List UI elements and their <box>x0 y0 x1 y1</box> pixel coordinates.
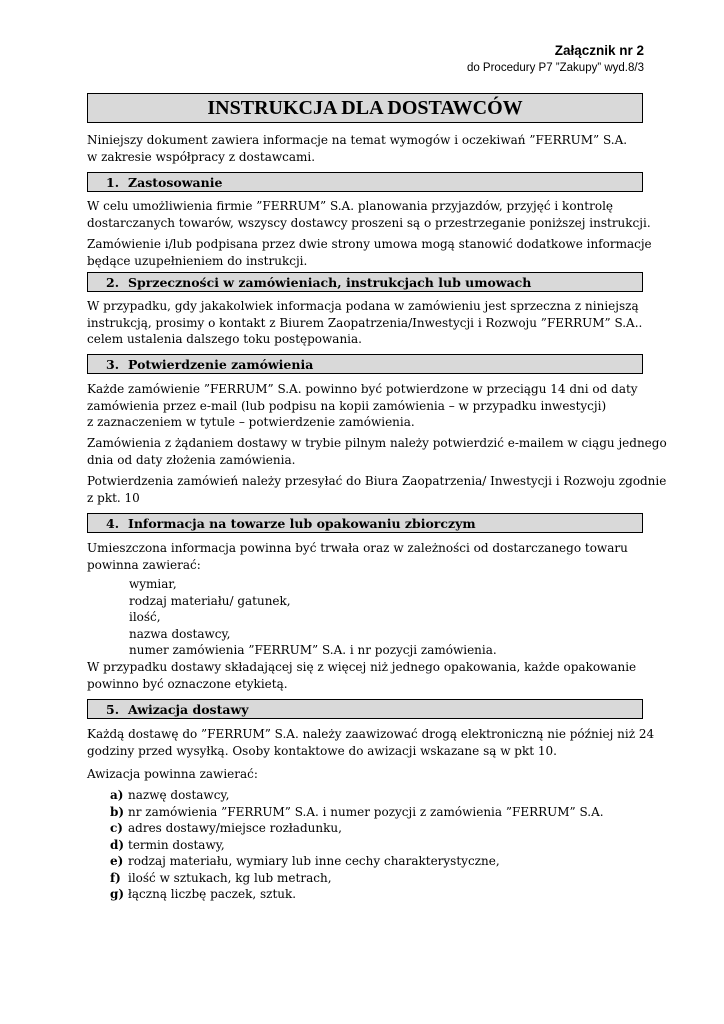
section-5-heading <box>87 699 643 719</box>
text-line: W celu umożliwienia firmie ”FERRUM” S.A. planowania przyjazdów, przyjęć i kontrolę <box>87 199 614 213</box>
section-1-paragraph-2 <box>87 236 652 269</box>
list-item <box>110 886 604 903</box>
list-text: ilość w sztukach, kg lub metrach, <box>128 870 332 885</box>
section-title: Informacja na towarze lub opakowaniu zbiorczym <box>128 515 476 531</box>
list-item: ilość, <box>129 610 161 624</box>
section-title: Sprzeczności w zamówieniach, instrukcjach lub umowach <box>128 274 532 290</box>
section-5-paragraph-1 <box>87 726 655 759</box>
section-5-paragraph-2 <box>87 766 639 783</box>
list-letter: b) <box>110 804 125 819</box>
text-line: W przypadku dostawy składającej się z więcej niż jednego opakowania, każde opakowanie <box>87 660 637 674</box>
procedure-reference: do Procedury P7 ”Zakupy” wyd.8/3 <box>466 62 644 74</box>
section-2-heading <box>87 272 643 292</box>
section-title: Potwierdzenie zamówienia <box>128 356 314 372</box>
list-text: rodzaj materiału, wymiary lub inne cechy charakterystyczne, <box>128 854 500 868</box>
text-line: powinno być oznaczone etykietą. <box>87 676 288 691</box>
list-item <box>110 853 604 870</box>
list-letter: f) <box>110 870 121 885</box>
text-line: dostarczanych towarów, wszyscy dostawcy proszeni są o przestrzeganie poniższej instrukcji. <box>87 215 651 230</box>
section-title: Zastosowanie <box>128 174 223 190</box>
list-item: nazwa dostawcy, <box>129 626 231 641</box>
list-item: rodzaj materiału/ gatunek, <box>129 593 291 608</box>
text-line: Zamówienia z żądaniem dostawy w trybie pilnym należy potwierdzić e-mailem w ciągu jednego <box>87 436 667 450</box>
text-line: celem ustalenia dalszego toku postępowania. <box>87 332 362 346</box>
text-line: Umieszczona informacja powinna być trwała oraz w zależności od dostarczanego towaru <box>87 541 628 555</box>
section-title: Awizacja dostawy <box>128 701 249 717</box>
list-item: numer zamówienia ”FERRUM” S.A. i nr pozycji zamówienia. <box>129 643 497 657</box>
section-3-heading <box>87 354 643 374</box>
document-title: INSTRUKCJA DLA DOSTAWCÓW <box>87 93 643 123</box>
list-text: adres dostawy/miejsce rozładunku, <box>128 821 342 835</box>
section-4-paragraph-2 <box>87 659 639 692</box>
list-letter: e) <box>110 854 124 868</box>
list-text: nazwę dostawcy, <box>128 788 230 802</box>
section-3-paragraph-1 <box>87 381 639 431</box>
text-line: instrukcją, prosimy o kontakt z Biurem Zaopatrzenia/Inwestycji i Rozwoju ”FERRUM” S.A.. <box>87 315 643 330</box>
text-line: Potwierdzenia zamówień należy przesyłać do Biura Zaopatrzenia/ Inwestycji i Rozwoju zgodnie <box>87 474 667 488</box>
text-line: w zakresie współpracy z dostawcami. <box>87 149 316 164</box>
list-letter: g) <box>110 887 125 901</box>
intro-paragraph <box>87 132 639 165</box>
list-text: łączną liczbę paczek, sztuk. <box>128 887 297 901</box>
list-item <box>110 804 604 821</box>
list-letter: d) <box>110 837 125 852</box>
awizacja-list <box>110 787 604 903</box>
list-text: nr zamówienia ”FERRUM” S.A. i numer pozycji z zamówienia ”FERRUM” S.A. <box>128 804 604 819</box>
section-number: 4. <box>106 515 120 531</box>
text-line: Każdą dostawę do ”FERRUM” S.A. należy zaawizować drogą elektroniczną nie później niż 24 <box>87 727 655 741</box>
section-3-paragraph-2 <box>87 435 667 468</box>
list-item: wymiar, <box>129 577 177 591</box>
section-4-paragraph-1 <box>87 540 639 573</box>
text-line: zamówienia przez e-mail (lub podpisu na kopii zamówienia – w przypadku inwestycji) <box>87 398 607 413</box>
section-number: 2. <box>106 274 120 290</box>
section-1-paragraph-1 <box>87 198 651 231</box>
text-line: W przypadku, gdy jakakolwiek informacja podana w zamówieniu jest sprzeczna z niniejszą <box>87 299 639 313</box>
list-letter: a) <box>110 788 124 802</box>
list-text: termin dostawy, <box>128 837 225 852</box>
text-line: będące uzupełnieniem do instrukcji. <box>87 253 308 268</box>
text-line: Każde zamówienie ”FERRUM” S.A. powinno być potwierdzone w przeciągu 14 dni od daty <box>87 382 638 396</box>
text-line: dnia od daty złożenia zamówienia. <box>87 452 296 467</box>
text-line: Niniejszy dokument zawiera informacje na temat wymogów i oczekiwań ”FERRUM” S.A. <box>87 133 628 147</box>
section-number: 3. <box>106 356 120 372</box>
section-number: 5. <box>106 701 120 717</box>
section-4-heading <box>87 513 643 533</box>
info-items-list <box>129 576 497 659</box>
section-3-paragraph-3 <box>87 473 667 506</box>
text-line: godziny przed wysyłką. Osoby kontaktowe do awizacji wskazane są w pkt 10. <box>87 743 557 758</box>
list-item <box>110 787 604 804</box>
text-line: z pkt. 10 <box>87 490 140 505</box>
section-1-heading <box>87 172 643 192</box>
list-letter: c) <box>110 821 123 835</box>
text-line: Awizacja powinna zawierać: <box>87 767 258 781</box>
attachment-label: Załącznik nr 2 <box>554 43 644 58</box>
text-line: powinna zawierać: <box>87 557 201 572</box>
section-2-paragraph-1 <box>87 298 643 348</box>
section-number: 1. <box>106 174 120 190</box>
text-line: z zaznaczeniem w tytule – potwierdzenie zamówienia. <box>87 415 415 429</box>
list-item <box>110 837 604 854</box>
list-item <box>110 820 604 837</box>
text-line: Zamówienie i/lub podpisana przez dwie strony umowa mogą stanowić dodatkowe informacje <box>87 237 652 251</box>
list-item <box>110 870 604 887</box>
